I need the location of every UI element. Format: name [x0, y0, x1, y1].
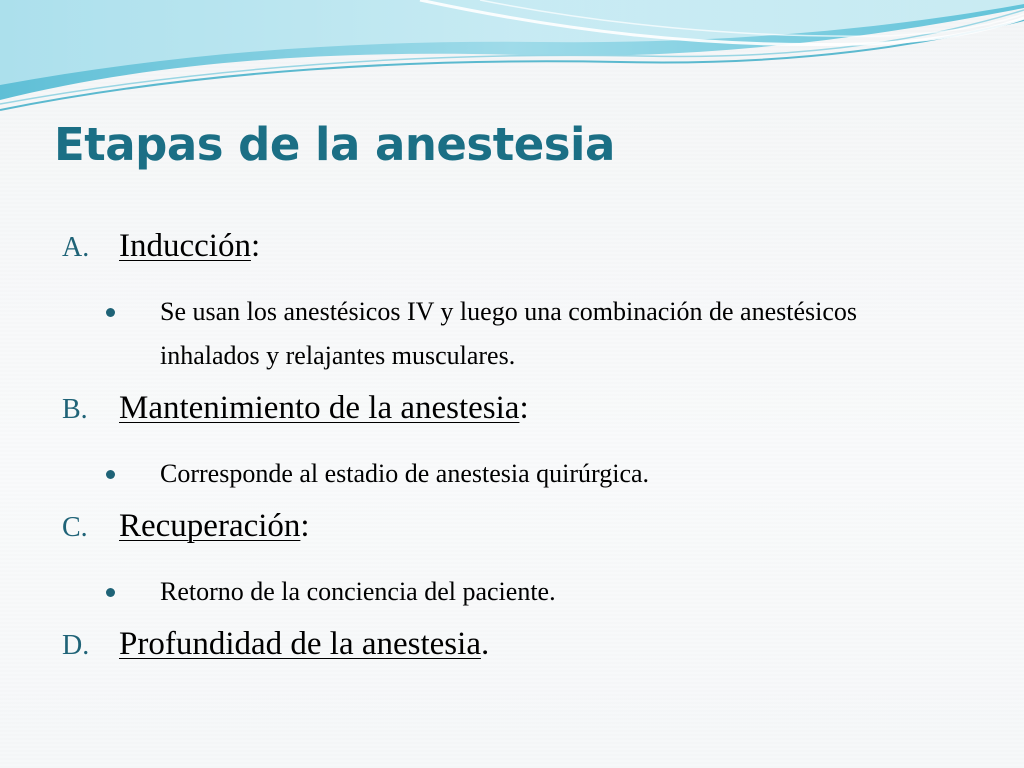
section-heading-underlined: Mantenimiento de la anestesia [119, 390, 520, 426]
section-heading-underlined: Profundidad de la anestesia [119, 626, 481, 662]
section-heading-text [119, 508, 310, 545]
section-letter: B. [62, 394, 88, 425]
section-heading [62, 508, 982, 566]
slide-title: Etapas de la anestesia [54, 118, 615, 171]
section-heading [62, 626, 982, 684]
section-heading-suffix: : [250, 228, 261, 264]
bullet-item [62, 452, 960, 496]
section-recuperacion [62, 508, 982, 614]
section-heading-text [119, 228, 260, 265]
section-letter: A. [62, 232, 90, 263]
section-letter: D. [62, 630, 90, 661]
section-induccion [62, 228, 982, 378]
section-profundidad [62, 626, 982, 684]
section-heading-suffix: . [480, 626, 490, 662]
content-list [62, 228, 982, 684]
bullet-list [62, 290, 982, 378]
section-heading [62, 390, 982, 448]
section-heading-suffix: : [300, 508, 310, 544]
section-heading [62, 228, 982, 286]
bullet-text: Se usan los anestésicos IV y luego una combinación de anestésicos inhalados y relajantes musculares. [160, 297, 858, 370]
bullet-text: Retorno de la conciencia del paciente. [160, 577, 556, 606]
bullet-list [62, 452, 982, 496]
section-letter: C. [62, 512, 88, 543]
section-heading-suffix: : [519, 390, 529, 426]
bullet-dot-icon [106, 308, 115, 317]
bullet-text: Corresponde al estadio de anestesia quirúrgica. [160, 459, 650, 488]
bullet-item [62, 290, 960, 378]
bullet-item [62, 570, 960, 614]
header-wave-decoration [0, 0, 1024, 120]
bullet-list [62, 570, 982, 614]
section-heading-underlined: Recuperación [119, 508, 301, 544]
bullet-dot-icon [106, 470, 115, 479]
section-heading-underlined: Inducción [119, 228, 251, 264]
bullet-dot-icon [106, 588, 115, 597]
section-heading-text [119, 626, 489, 663]
section-mantenimiento [62, 390, 982, 496]
section-heading-text [119, 390, 529, 427]
